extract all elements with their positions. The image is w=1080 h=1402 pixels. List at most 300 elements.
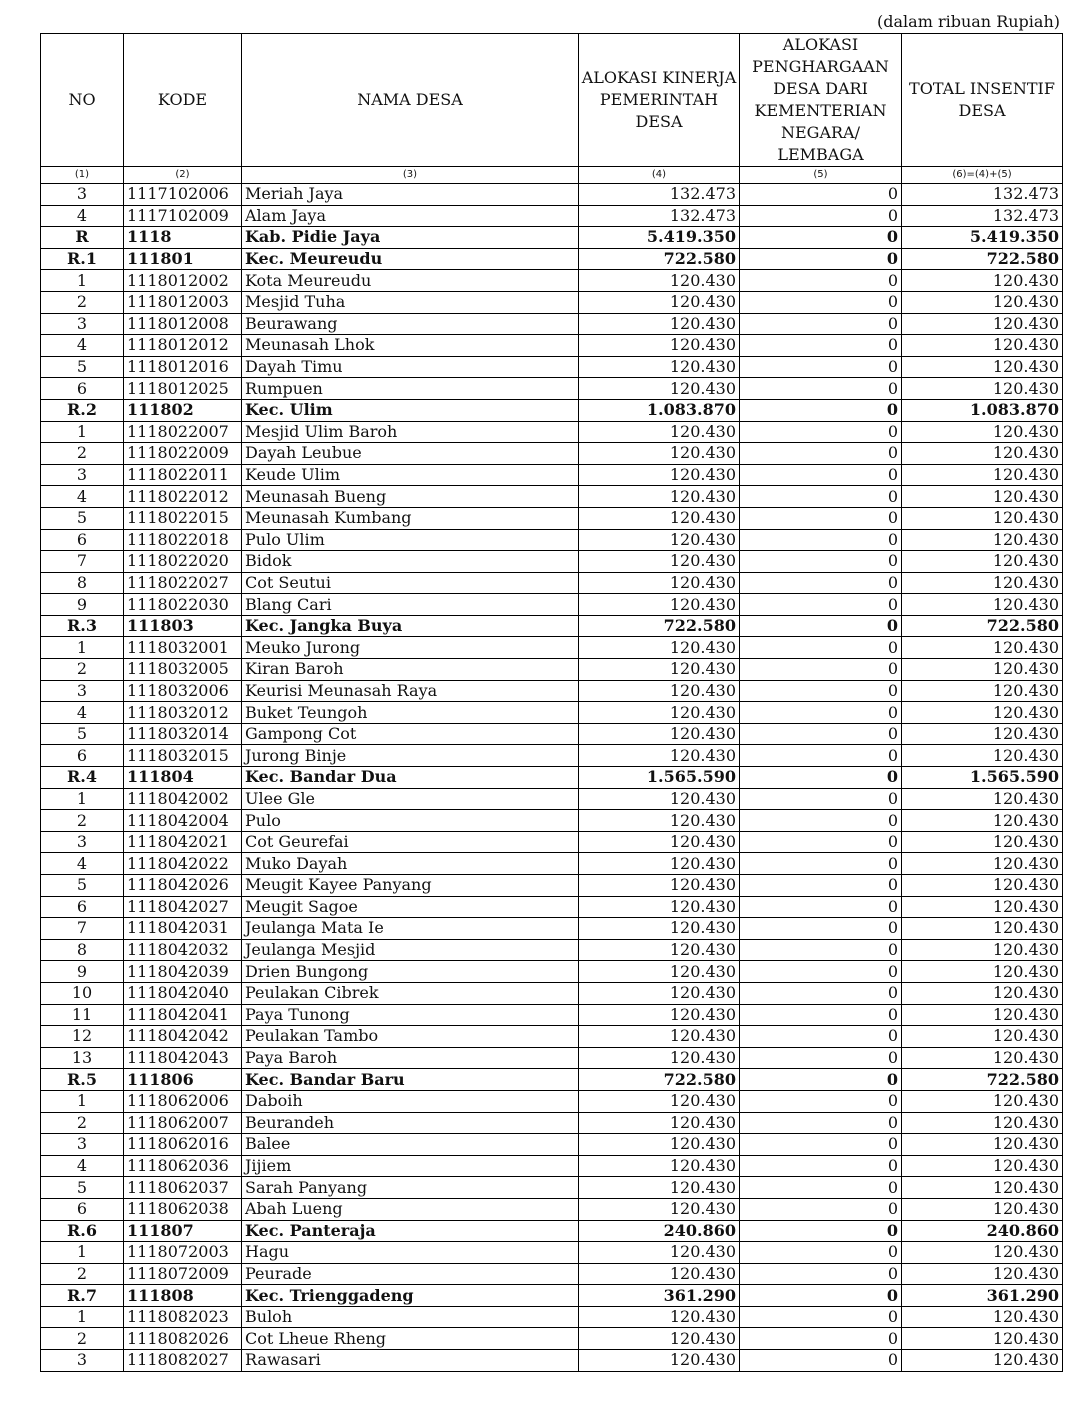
nama-desa-cell: Pulo Ulim [242, 529, 579, 551]
nama-desa-cell: Sarah Panyang [242, 1177, 579, 1199]
subtotal-row [41, 1285, 1063, 1307]
alokasi-kinerja-cell: 120.430 [579, 1026, 740, 1048]
nama-desa-cell: Rumpuen [242, 378, 579, 400]
alokasi-kinerja-cell: 120.430 [579, 659, 740, 681]
total-insentif-cell: 132.473 [902, 205, 1063, 227]
kode-cell: 1118042026 [124, 875, 242, 897]
row-number: 6 [41, 378, 124, 400]
alokasi-kinerja-cell: 120.430 [579, 918, 740, 940]
kode-cell: 1118032012 [124, 702, 242, 724]
total-insentif-cell: 132.473 [902, 184, 1063, 206]
column-index: (1) [41, 167, 124, 184]
nama-desa-cell: Cot Seutui [242, 572, 579, 594]
row-number: 13 [41, 1047, 124, 1069]
kode-cell: 1118082027 [124, 1350, 242, 1372]
kode-cell: 111806 [124, 1069, 242, 1091]
subtotal-row [41, 767, 1063, 789]
table-row [41, 1242, 1063, 1264]
total-insentif-cell: 120.430 [902, 1155, 1063, 1177]
total-insentif-cell: 120.430 [902, 918, 1063, 940]
row-number: 1 [41, 270, 124, 292]
alokasi-kinerja-cell: 120.430 [579, 723, 740, 745]
alokasi-penghargaan-cell: 0 [740, 270, 902, 292]
table-row [41, 184, 1063, 206]
kode-cell: 1118012003 [124, 291, 242, 313]
total-insentif-cell: 361.290 [902, 1285, 1063, 1307]
row-number: 3 [41, 313, 124, 335]
nama-desa-cell: Meunasah Bueng [242, 486, 579, 508]
table-row [41, 291, 1063, 313]
total-insentif-cell: 120.430 [902, 1112, 1063, 1134]
table-row [41, 421, 1063, 443]
nama-desa-cell: Kec. Bandar Baru [242, 1069, 579, 1091]
table-row [41, 594, 1063, 616]
alokasi-kinerja-cell: 120.430 [579, 788, 740, 810]
kode-cell: 1118042041 [124, 1004, 242, 1026]
row-number: 2 [41, 810, 124, 832]
row-number: 4 [41, 335, 124, 357]
alokasi-kinerja-cell: 120.430 [579, 1328, 740, 1350]
nama-desa-cell: Paya Baroh [242, 1047, 579, 1069]
subtotal-row [41, 248, 1063, 270]
kode-cell: 111802 [124, 399, 242, 421]
nama-desa-cell: Jeulanga Mata Ie [242, 918, 579, 940]
table-row [41, 961, 1063, 983]
nama-desa-cell: Ulee Gle [242, 788, 579, 810]
kode-cell: 1118022027 [124, 572, 242, 594]
column-index: (3) [242, 167, 579, 184]
kode-cell: 1118062006 [124, 1090, 242, 1112]
row-number: 5 [41, 1177, 124, 1199]
total-insentif-cell: 120.430 [902, 507, 1063, 529]
kode-cell: 1118012012 [124, 335, 242, 357]
nama-desa-cell: Hagu [242, 1242, 579, 1264]
total-insentif-cell: 120.430 [902, 637, 1063, 659]
header-nama-desa: NAMA DESA [242, 34, 579, 167]
row-number: 2 [41, 443, 124, 465]
kode-cell: 1118012025 [124, 378, 242, 400]
nama-desa-cell: Peulakan Tambo [242, 1026, 579, 1048]
row-number: 3 [41, 831, 124, 853]
nama-desa-cell: Paya Tunong [242, 1004, 579, 1026]
row-number: 5 [41, 507, 124, 529]
table-row [41, 335, 1063, 357]
alokasi-kinerja-cell: 120.430 [579, 443, 740, 465]
total-insentif-cell: 120.430 [902, 745, 1063, 767]
nama-desa-cell: Kota Meureudu [242, 270, 579, 292]
alokasi-penghargaan-cell: 0 [740, 1069, 902, 1091]
subtotal-row [41, 399, 1063, 421]
subtotal-row [41, 1069, 1063, 1091]
total-insentif-cell: 120.430 [902, 270, 1063, 292]
row-number: 1 [41, 637, 124, 659]
table-row [41, 356, 1063, 378]
kode-cell: 1118042032 [124, 939, 242, 961]
alokasi-penghargaan-cell: 0 [740, 529, 902, 551]
kode-cell: 1118042031 [124, 918, 242, 940]
alokasi-kinerja-cell: 120.430 [579, 853, 740, 875]
alokasi-kinerja-cell: 120.430 [579, 961, 740, 983]
alokasi-kinerja-cell: 120.430 [579, 464, 740, 486]
row-number: R.7 [41, 1285, 124, 1307]
nama-desa-cell: Beurandeh [242, 1112, 579, 1134]
kode-cell: 1118022020 [124, 551, 242, 573]
table-row [41, 702, 1063, 724]
kode-cell: 1118042040 [124, 982, 242, 1004]
row-number: R.3 [41, 615, 124, 637]
kode-cell: 1118062038 [124, 1198, 242, 1220]
kode-cell: 111808 [124, 1285, 242, 1307]
alokasi-kinerja-cell: 120.430 [579, 831, 740, 853]
alokasi-kinerja-cell: 120.430 [579, 594, 740, 616]
row-number: 3 [41, 184, 124, 206]
nama-desa-cell: Kec. Meureudu [242, 248, 579, 270]
alokasi-kinerja-cell: 722.580 [579, 615, 740, 637]
total-insentif-cell: 120.430 [902, 356, 1063, 378]
nama-desa-cell: Keude Ulim [242, 464, 579, 486]
header-total-insentif: TOTAL INSENTIF DESA [902, 34, 1063, 167]
alokasi-penghargaan-cell: 0 [740, 961, 902, 983]
currency-unit-note: (dalam ribuan Rupiah) [877, 12, 1060, 31]
row-number: 1 [41, 421, 124, 443]
row-number: 3 [41, 680, 124, 702]
kode-cell: 1118042042 [124, 1026, 242, 1048]
alokasi-penghargaan-cell: 0 [740, 788, 902, 810]
alokasi-penghargaan-cell: 0 [740, 1112, 902, 1134]
alokasi-kinerja-cell: 120.430 [579, 745, 740, 767]
row-number: 4 [41, 702, 124, 724]
total-insentif-cell: 120.430 [902, 529, 1063, 551]
table-body [41, 184, 1063, 1372]
alokasi-kinerja-cell: 120.430 [579, 1198, 740, 1220]
subtotal-row [41, 227, 1063, 249]
row-number: 6 [41, 529, 124, 551]
total-insentif-cell: 120.430 [902, 788, 1063, 810]
alokasi-kinerja-cell: 120.430 [579, 1155, 740, 1177]
kode-cell: 1118082023 [124, 1306, 242, 1328]
alokasi-kinerja-cell: 120.430 [579, 702, 740, 724]
total-insentif-cell: 120.430 [902, 1242, 1063, 1264]
total-insentif-cell: 120.430 [902, 723, 1063, 745]
nama-desa-cell: Meunasah Kumbang [242, 507, 579, 529]
table-row [41, 551, 1063, 573]
alokasi-kinerja-cell: 132.473 [579, 184, 740, 206]
alokasi-kinerja-cell: 240.860 [579, 1220, 740, 1242]
table-row [41, 1306, 1063, 1328]
header-alokasi-penghargaan: ALOKASI PENGHARGAAN DESA DARI KEMENTERIAN NEGARA/ LEMBAGA [740, 34, 902, 167]
column-index: (4) [579, 167, 740, 184]
nama-desa-cell: Beurawang [242, 313, 579, 335]
table-row [41, 831, 1063, 853]
table-row [41, 1004, 1063, 1026]
row-number: 12 [41, 1026, 124, 1048]
table-row [41, 1328, 1063, 1350]
alokasi-kinerja-cell: 120.430 [579, 637, 740, 659]
table-row [41, 723, 1063, 745]
column-index: (5) [740, 167, 902, 184]
total-insentif-cell: 120.430 [902, 875, 1063, 897]
alokasi-penghargaan-cell: 0 [740, 853, 902, 875]
row-number: 2 [41, 1112, 124, 1134]
alokasi-penghargaan-cell: 0 [740, 356, 902, 378]
kode-cell: 1118062037 [124, 1177, 242, 1199]
alokasi-kinerja-cell: 120.430 [579, 1242, 740, 1264]
row-number: 3 [41, 464, 124, 486]
total-insentif-cell: 722.580 [902, 615, 1063, 637]
kode-cell: 1118012002 [124, 270, 242, 292]
row-number: 6 [41, 1198, 124, 1220]
alokasi-kinerja-cell: 120.430 [579, 896, 740, 918]
alokasi-kinerja-cell: 722.580 [579, 1069, 740, 1091]
total-insentif-cell: 1.565.590 [902, 767, 1063, 789]
alokasi-penghargaan-cell: 0 [740, 1177, 902, 1199]
alokasi-penghargaan-cell: 0 [740, 1134, 902, 1156]
alokasi-penghargaan-cell: 0 [740, 1155, 902, 1177]
kode-cell: 1118 [124, 227, 242, 249]
table-row [41, 1177, 1063, 1199]
total-insentif-cell: 120.430 [902, 1328, 1063, 1350]
table-row [41, 205, 1063, 227]
row-number: 5 [41, 723, 124, 745]
alokasi-kinerja-cell: 120.430 [579, 875, 740, 897]
row-number: 6 [41, 745, 124, 767]
nama-desa-cell: Meriah Jaya [242, 184, 579, 206]
alokasi-penghargaan-cell: 0 [740, 680, 902, 702]
nama-desa-cell: Mesjid Ulim Baroh [242, 421, 579, 443]
row-number: 1 [41, 788, 124, 810]
kode-cell: 1118022011 [124, 464, 242, 486]
alokasi-penghargaan-cell: 0 [740, 1328, 902, 1350]
alokasi-penghargaan-cell: 0 [740, 810, 902, 832]
row-number: 4 [41, 205, 124, 227]
header-no: NO [41, 34, 124, 167]
alokasi-kinerja-cell: 120.430 [579, 486, 740, 508]
total-insentif-cell: 722.580 [902, 1069, 1063, 1091]
alokasi-penghargaan-cell: 0 [740, 378, 902, 400]
row-number: 10 [41, 982, 124, 1004]
kode-cell: 111803 [124, 615, 242, 637]
nama-desa-cell: Kec. Panteraja [242, 1220, 579, 1242]
table-row [41, 1198, 1063, 1220]
column-index-row [41, 167, 1063, 184]
column-index: (2) [124, 167, 242, 184]
table-row [41, 1350, 1063, 1372]
kode-cell: 1118032014 [124, 723, 242, 745]
alokasi-kinerja-cell: 120.430 [579, 1090, 740, 1112]
nama-desa-cell: Meugit Sagoe [242, 896, 579, 918]
kode-cell: 111807 [124, 1220, 242, 1242]
table-row [41, 745, 1063, 767]
row-number: 1 [41, 1090, 124, 1112]
table-row [41, 637, 1063, 659]
kode-cell: 1118022012 [124, 486, 242, 508]
alokasi-penghargaan-cell: 0 [740, 767, 902, 789]
row-number: R.4 [41, 767, 124, 789]
table-row [41, 680, 1063, 702]
row-number: R [41, 227, 124, 249]
nama-desa-cell: Buket Teungoh [242, 702, 579, 724]
row-number: 7 [41, 918, 124, 940]
alokasi-kinerja-cell: 120.430 [579, 1112, 740, 1134]
row-number: 11 [41, 1004, 124, 1026]
kode-cell: 1118042002 [124, 788, 242, 810]
nama-desa-cell: Kec. Bandar Dua [242, 767, 579, 789]
alokasi-penghargaan-cell: 0 [740, 421, 902, 443]
table-row [41, 939, 1063, 961]
alokasi-penghargaan-cell: 0 [740, 896, 902, 918]
alokasi-penghargaan-cell: 0 [740, 572, 902, 594]
row-number: 1 [41, 1306, 124, 1328]
alokasi-kinerja-cell: 722.580 [579, 248, 740, 270]
village-incentive-table [40, 33, 1063, 1372]
header-row [41, 34, 1063, 167]
nama-desa-cell: Dayah Leubue [242, 443, 579, 465]
nama-desa-cell: Rawasari [242, 1350, 579, 1372]
nama-desa-cell: Dayah Timu [242, 356, 579, 378]
kode-cell: 1118062036 [124, 1155, 242, 1177]
subtotal-row [41, 615, 1063, 637]
nama-desa-cell: Kiran Baroh [242, 659, 579, 681]
alokasi-penghargaan-cell: 0 [740, 982, 902, 1004]
nama-desa-cell: Cot Lheue Rheng [242, 1328, 579, 1350]
total-insentif-cell: 120.430 [902, 464, 1063, 486]
alokasi-kinerja-cell: 120.430 [579, 939, 740, 961]
total-insentif-cell: 120.430 [902, 1134, 1063, 1156]
nama-desa-cell: Kec. Trienggadeng [242, 1285, 579, 1307]
row-number: 4 [41, 486, 124, 508]
alokasi-penghargaan-cell: 0 [740, 723, 902, 745]
nama-desa-cell: Drien Bungong [242, 961, 579, 983]
table-row [41, 1047, 1063, 1069]
alokasi-kinerja-cell: 120.430 [579, 270, 740, 292]
kode-cell: 1118062007 [124, 1112, 242, 1134]
alokasi-penghargaan-cell: 0 [740, 702, 902, 724]
nama-desa-cell: Jurong Binje [242, 745, 579, 767]
header-alokasi-kinerja: ALOKASI KINERJA PEMERINTAH DESA [579, 34, 740, 167]
total-insentif-cell: 5.419.350 [902, 227, 1063, 249]
total-insentif-cell: 120.430 [902, 1026, 1063, 1048]
alokasi-kinerja-cell: 120.430 [579, 378, 740, 400]
table-row [41, 982, 1063, 1004]
alokasi-kinerja-cell: 5.419.350 [579, 227, 740, 249]
nama-desa-cell: Gampong Cot [242, 723, 579, 745]
kode-cell: 1118042043 [124, 1047, 242, 1069]
alokasi-penghargaan-cell: 0 [740, 615, 902, 637]
nama-desa-cell: Jeulanga Mesjid [242, 939, 579, 961]
alokasi-penghargaan-cell: 0 [740, 248, 902, 270]
alokasi-penghargaan-cell: 0 [740, 399, 902, 421]
kode-cell: 1118022015 [124, 507, 242, 529]
row-number: 3 [41, 1134, 124, 1156]
alokasi-penghargaan-cell: 0 [740, 745, 902, 767]
row-number: 8 [41, 939, 124, 961]
total-insentif-cell: 120.430 [902, 1004, 1063, 1026]
alokasi-penghargaan-cell: 0 [740, 313, 902, 335]
alokasi-penghargaan-cell: 0 [740, 1285, 902, 1307]
nama-desa-cell: Bidok [242, 551, 579, 573]
alokasi-kinerja-cell: 120.430 [579, 1306, 740, 1328]
alokasi-kinerja-cell: 120.430 [579, 982, 740, 1004]
nama-desa-cell: Meuko Jurong [242, 637, 579, 659]
alokasi-kinerja-cell: 120.430 [579, 1177, 740, 1199]
nama-desa-cell: Mesjid Tuha [242, 291, 579, 313]
total-insentif-cell: 120.430 [902, 1090, 1063, 1112]
row-number: 1 [41, 1242, 124, 1264]
total-insentif-cell: 120.430 [902, 572, 1063, 594]
total-insentif-cell: 120.430 [902, 659, 1063, 681]
alokasi-penghargaan-cell: 0 [740, 1263, 902, 1285]
total-insentif-cell: 120.430 [902, 421, 1063, 443]
alokasi-penghargaan-cell: 0 [740, 1090, 902, 1112]
table-row [41, 507, 1063, 529]
kode-cell: 1118032005 [124, 659, 242, 681]
alokasi-kinerja-cell: 120.430 [579, 1004, 740, 1026]
total-insentif-cell: 120.430 [902, 680, 1063, 702]
total-insentif-cell: 120.430 [902, 939, 1063, 961]
table-row [41, 1155, 1063, 1177]
alokasi-penghargaan-cell: 0 [740, 1350, 902, 1372]
total-insentif-cell: 120.430 [902, 896, 1063, 918]
alokasi-penghargaan-cell: 0 [740, 1026, 902, 1048]
row-number: R.2 [41, 399, 124, 421]
table-row [41, 270, 1063, 292]
alokasi-kinerja-cell: 120.430 [579, 810, 740, 832]
row-number: 8 [41, 572, 124, 594]
alokasi-kinerja-cell: 120.430 [579, 551, 740, 573]
alokasi-kinerja-cell: 1.565.590 [579, 767, 740, 789]
row-number: 2 [41, 1328, 124, 1350]
table-row [41, 853, 1063, 875]
nama-desa-cell: Cot Geurefai [242, 831, 579, 853]
alokasi-penghargaan-cell: 0 [740, 1306, 902, 1328]
alokasi-penghargaan-cell: 0 [740, 1242, 902, 1264]
alokasi-penghargaan-cell: 0 [740, 659, 902, 681]
row-number: 9 [41, 594, 124, 616]
row-number: 2 [41, 291, 124, 313]
nama-desa-cell: Kec. Ulim [242, 399, 579, 421]
table-row [41, 313, 1063, 335]
nama-desa-cell: Pulo [242, 810, 579, 832]
kode-cell: 111804 [124, 767, 242, 789]
row-number: 4 [41, 1155, 124, 1177]
nama-desa-cell: Keurisi Meunasah Raya [242, 680, 579, 702]
alokasi-penghargaan-cell: 0 [740, 184, 902, 206]
table-row [41, 378, 1063, 400]
row-number: 5 [41, 356, 124, 378]
kode-cell: 111801 [124, 248, 242, 270]
alokasi-kinerja-cell: 120.430 [579, 335, 740, 357]
total-insentif-cell: 120.430 [902, 1177, 1063, 1199]
table-row [41, 1026, 1063, 1048]
alokasi-kinerja-cell: 132.473 [579, 205, 740, 227]
total-insentif-cell: 120.430 [902, 335, 1063, 357]
alokasi-penghargaan-cell: 0 [740, 637, 902, 659]
nama-desa-cell: Kab. Pidie Jaya [242, 227, 579, 249]
kode-cell: 1118062016 [124, 1134, 242, 1156]
total-insentif-cell: 120.430 [902, 961, 1063, 983]
kode-cell: 1118042004 [124, 810, 242, 832]
total-insentif-cell: 1.083.870 [902, 399, 1063, 421]
total-insentif-cell: 120.430 [902, 443, 1063, 465]
total-insentif-cell: 120.430 [902, 313, 1063, 335]
table-row [41, 1263, 1063, 1285]
alokasi-kinerja-cell: 120.430 [579, 680, 740, 702]
alokasi-penghargaan-cell: 0 [740, 831, 902, 853]
kode-cell: 1117102006 [124, 184, 242, 206]
row-number: 5 [41, 875, 124, 897]
nama-desa-cell: Peurade [242, 1263, 579, 1285]
kode-cell: 1118012008 [124, 313, 242, 335]
